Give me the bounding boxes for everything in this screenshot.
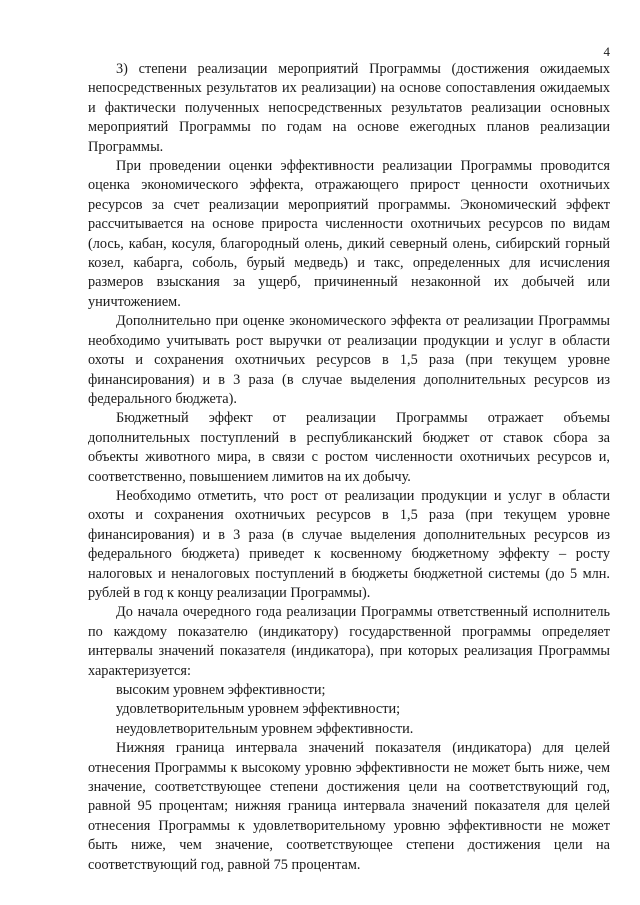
page-number: 4 — [603, 44, 610, 59]
paragraph-lower-bound: Нижняя граница интервала значений показателя (индикатора) для целей отнесения Программы к высокому уровню эффективности не может быть ниже, чем значение, соответствующее степени достижения цели на соответствующий год, равной 95 процентам; нижняя граница интервала значений показателя для целей отнесения Программы к удовлетворительному уровню эффективности не может быть ниже, чем значение, соответствующее степени достижения цели на соответствующий год, равной 75 процентам. — [88, 740, 610, 873]
paragraph-indirect-effect: Необходимо отметить, что рост от реализации продукции и услуг в области охоты и сохранения охотничьих ресурсов в 1,5 раза (при текущем уровне финансирования) и в 3 раза (в случае выделения дополнительных ресурсов из федерального бюджета) приведет к косвенному бюджетному эффекту – росту налоговых и неналоговых поступлений в бюджеты бюджетной системы (до 5 млн. рублей в год к концу реализации Программы). — [88, 487, 610, 601]
list-item-satisfactory: удовлетворительным уровнем эффективности; — [116, 701, 401, 718]
paragraph-intervals: До начала очередного года реализации Программы ответственный исполнитель по каждому показателю (индикатору) государственной программы определяет интервалы значений показателя (индикатора), при которых реализация Программы характеризуется: — [88, 604, 610, 679]
list-item-high: высоким уровнем эффективности; — [116, 682, 326, 698]
paragraph-revenue-growth: Дополнительно при оценке экономического эффекта от реализации Программы необходимо учитывать рост выручки от реализации продукции и услуг в области охоты и сохранения охотничьих ресурсов в 1,5 раза (при текущем уровне финансирования) и в 3 раза (в случае выделения дополнительных ресурсов из федерального бюджета). — [88, 313, 610, 407]
list-item-unsatisfactory: неудовлетворительным уровнем эффективности. — [116, 720, 414, 737]
paragraph-economic-effect: При проведении оценки эффективности реализации Программы проводится оценка экономического эффекта, отражающего прирост ценности охотничьих ресурсов за счет реализации мероприятий программы. Экономический эффект рассчитывается на основе прироста численности охотничьих ресурсов по видам (лось, кабан, косуля, благородный олень, дикий северный олень, сибирский горный козел, кабарга, соболь, бурый медведь) и такс, определенных для исчисления размеров взыскания за ущерб, причиненный незаконной их добычей или уничтожением. — [88, 158, 610, 310]
paragraph-criterion-3: 3) степени реализации мероприятий Программы (достижения ожидаемых непосредственных результатов их реализации) на основе сопоставления ожидаемых и фактически полученных непосредственных результатов реализации основных мероприятий Программы по годам на основе ежегодных планов реализации Программы. — [88, 61, 610, 155]
document-body — [88, 60, 610, 875]
paragraph-budget-effect: Бюджетный эффект от реализации Программы отражает объемы дополнительных поступлений в республиканский бюджет от ставок сбора за объекты животного мира, в связи с ростом численности охотничьих ресурсов и, соответственно, повышением лимитов на их добычу. — [88, 410, 610, 485]
